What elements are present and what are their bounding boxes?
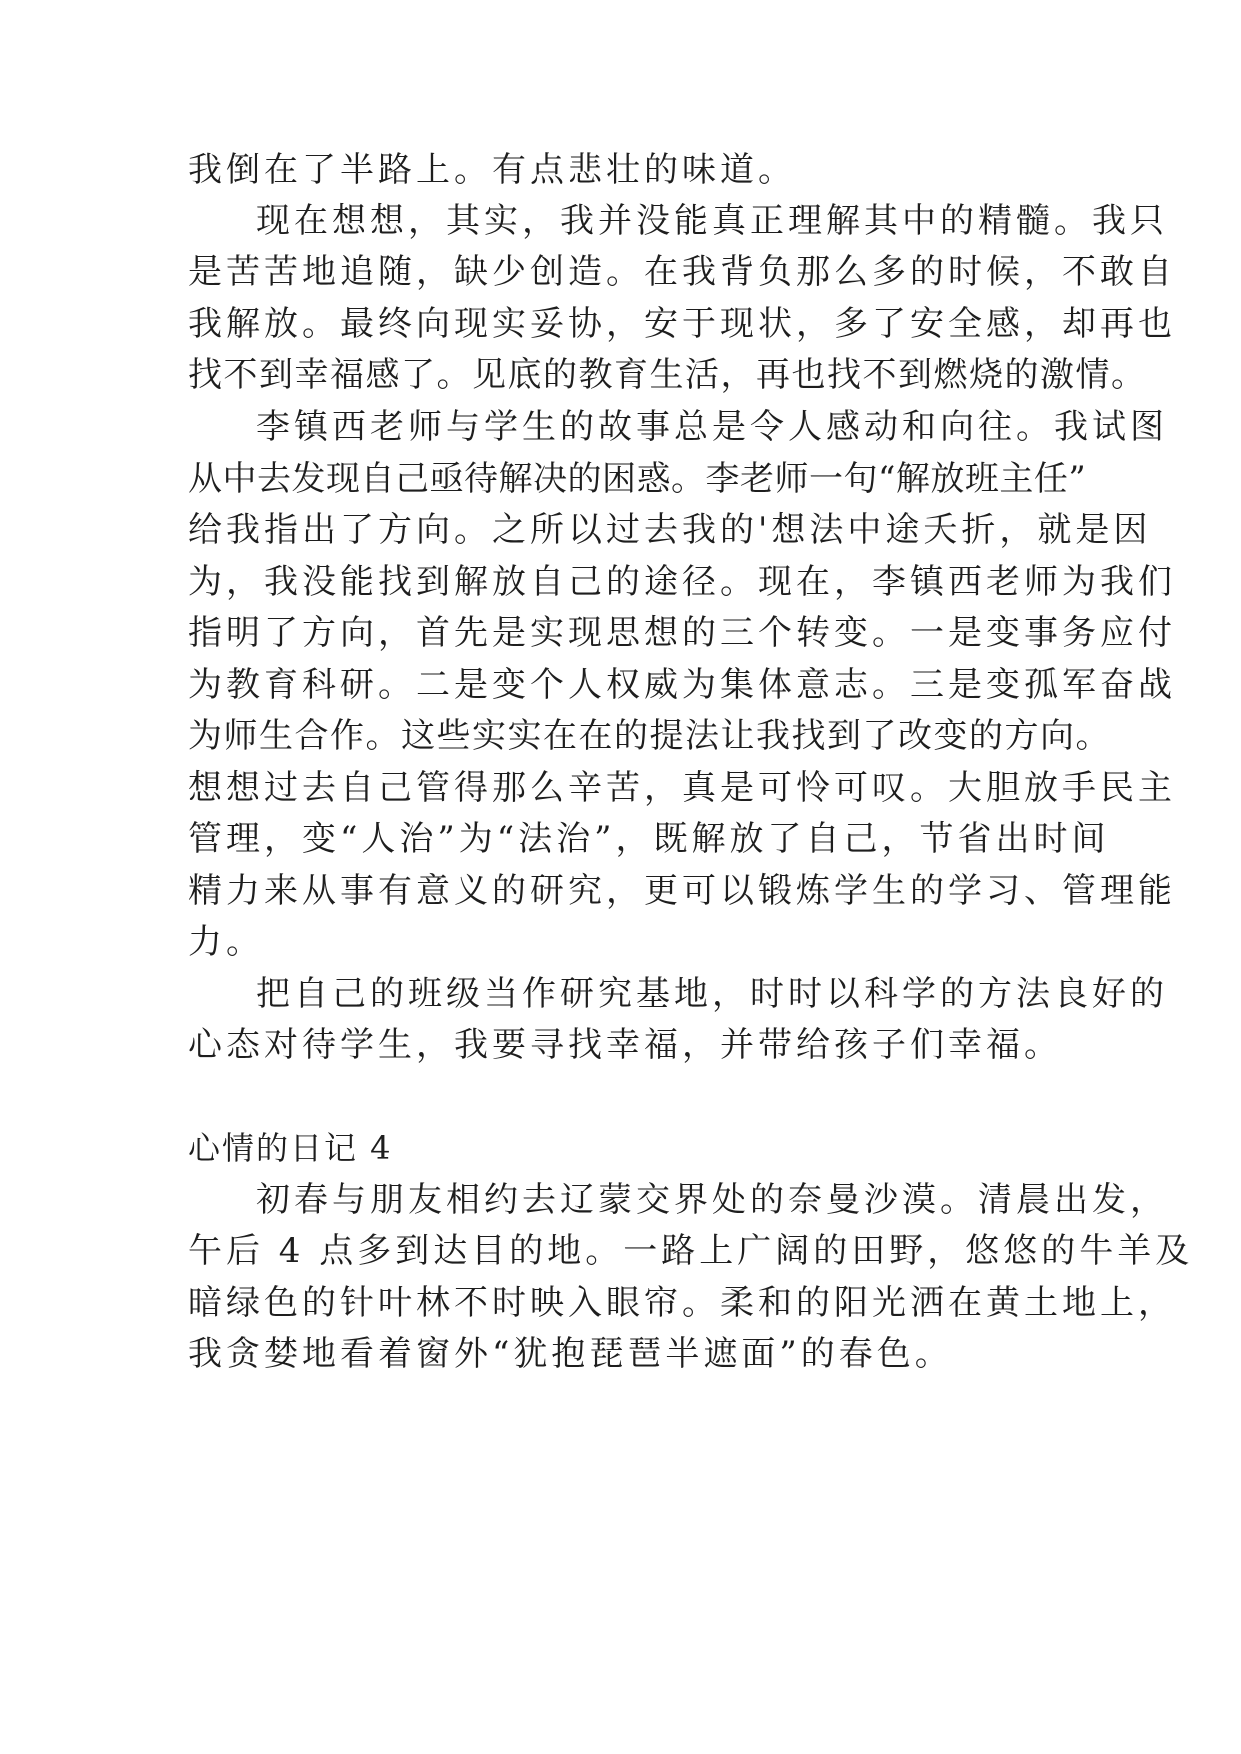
- text-line: 为教育科研。二是变个人权威为集体意志。三是变孤军奋战: [188, 665, 1176, 705]
- text-line: 我解放。最终向现实妥协，安于现状，多了安全感，却再也: [188, 304, 1176, 344]
- text-line: 暗绿色的针叶林不时映入眼帘。柔和的阳光洒在黄土地上，: [188, 1283, 1176, 1323]
- text-line: 给我指出了方向。之所以过去我的'想法中途夭折，就是因: [188, 510, 1152, 550]
- text-line: 找不到幸福感了。见底的教育生活，再也找不到燃烧的激情。: [188, 355, 1147, 395]
- text-line: 想想过去自己管得那么辛苦，真是可怜可叹。大胆放手民主: [188, 768, 1176, 808]
- paragraph-first-line: 把自己的班级当作研究基地，时时以科学的方法良好的: [256, 974, 1168, 1014]
- paragraph-first-line: 现在想想，其实，我并没能真正理解其中的精髓。我只: [256, 201, 1168, 241]
- text-line: 我贪婪地看着窗外“犹抱琵琶半遮面”的春色。: [188, 1334, 953, 1374]
- text-line: 精力来从事有意义的研究，更可以锻炼学生的学习、管理能: [188, 871, 1176, 911]
- text-line: 心态对待学生，我要寻找幸福，并带给孩子们幸福。: [188, 1025, 1062, 1065]
- paragraph-first-line: 初春与朋友相约去辽蒙交界处的奈曼沙漠。清晨出发，: [256, 1180, 1168, 1220]
- text-line: 管理，变“人治”为“法治”，既解放了自己，节省出时间: [188, 819, 1110, 859]
- text-line: 为，我没能找到解放自己的途径。现在，李镇西老师为我们: [188, 562, 1176, 602]
- text-line: 力。: [188, 922, 264, 962]
- text-line: 我倒在了半路上。有点悲壮的味道。: [188, 150, 796, 190]
- text-line: 是苦苦地追随，缺少创造。在我背负那么多的时候，不敢自: [188, 252, 1176, 292]
- section-heading: 心情的日记 4: [188, 1129, 393, 1167]
- text-line: 从中去发现自己亟待解决的困惑。李老师一句“解放班主任”: [188, 459, 1087, 499]
- text-line: 为师生合作。这些实实在在的提法让我找到了改变的方向。: [188, 716, 1111, 756]
- text-line: 午后 4 点多到达目的地。一路上广阔的田野，悠悠的牛羊及: [188, 1231, 1194, 1271]
- paragraph-first-line: 李镇西老师与学生的故事总是令人感动和向往。我试图: [256, 407, 1168, 447]
- text-line: 指明了方向，首先是实现思想的三个转变。一是变事务应付: [188, 613, 1176, 653]
